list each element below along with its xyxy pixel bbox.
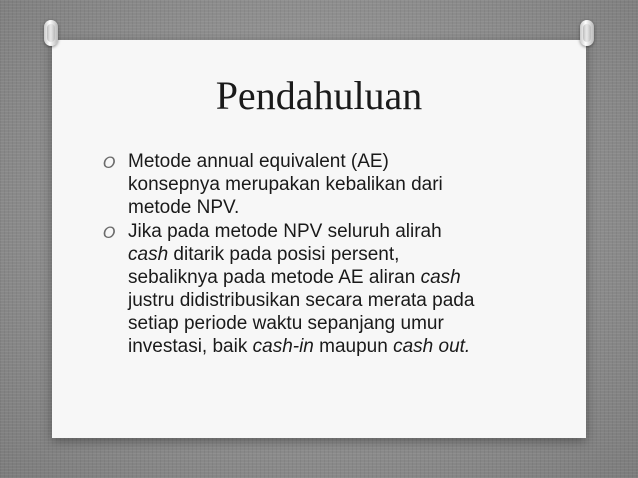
pin-icon: [44, 20, 58, 46]
bullet-line: [128, 243, 543, 266]
text-run-italic: cash: [420, 267, 461, 288]
bullet-line: [128, 150, 543, 173]
text-run: metode NPV.: [128, 197, 240, 218]
text-run-italic: cash out.: [393, 336, 471, 357]
text-run: Jika pada metode NPV seluruh alirah: [128, 221, 442, 242]
text-run: Metode annual equivalent (AE): [128, 151, 389, 172]
bullet-line: [128, 335, 543, 358]
bullet-marker-icon: O: [103, 223, 116, 242]
text-run-italic: cash: [128, 244, 169, 265]
pin-icon: [580, 20, 594, 46]
bullet-marker-icon: O: [103, 153, 116, 172]
text-run: sebaliknya pada metode AE aliran: [128, 267, 421, 288]
bullet-line: [128, 173, 543, 196]
text-run-italic: cash-in: [252, 336, 314, 357]
bullet-line: [128, 196, 543, 219]
bullet-line: [128, 220, 543, 243]
bullet-line: [128, 266, 543, 289]
bullet-item: [103, 150, 543, 219]
text-run: konsepnya merupakan kebalikan dari: [128, 174, 443, 195]
bullet-item: [103, 220, 543, 358]
text-run: justru didistribusikan secara merata pada: [128, 290, 475, 311]
bullet-line: [128, 289, 543, 312]
text-run: ditarik pada posisi persent,: [168, 244, 400, 265]
bullet-list: [103, 150, 543, 358]
bullet-line: [128, 312, 543, 335]
text-run: investasi, baik: [128, 336, 253, 357]
slide-title: Pendahuluan: [215, 73, 423, 118]
text-run: maupun: [313, 336, 394, 357]
text-run: setiap periode waktu sepanjang umur: [128, 313, 444, 334]
